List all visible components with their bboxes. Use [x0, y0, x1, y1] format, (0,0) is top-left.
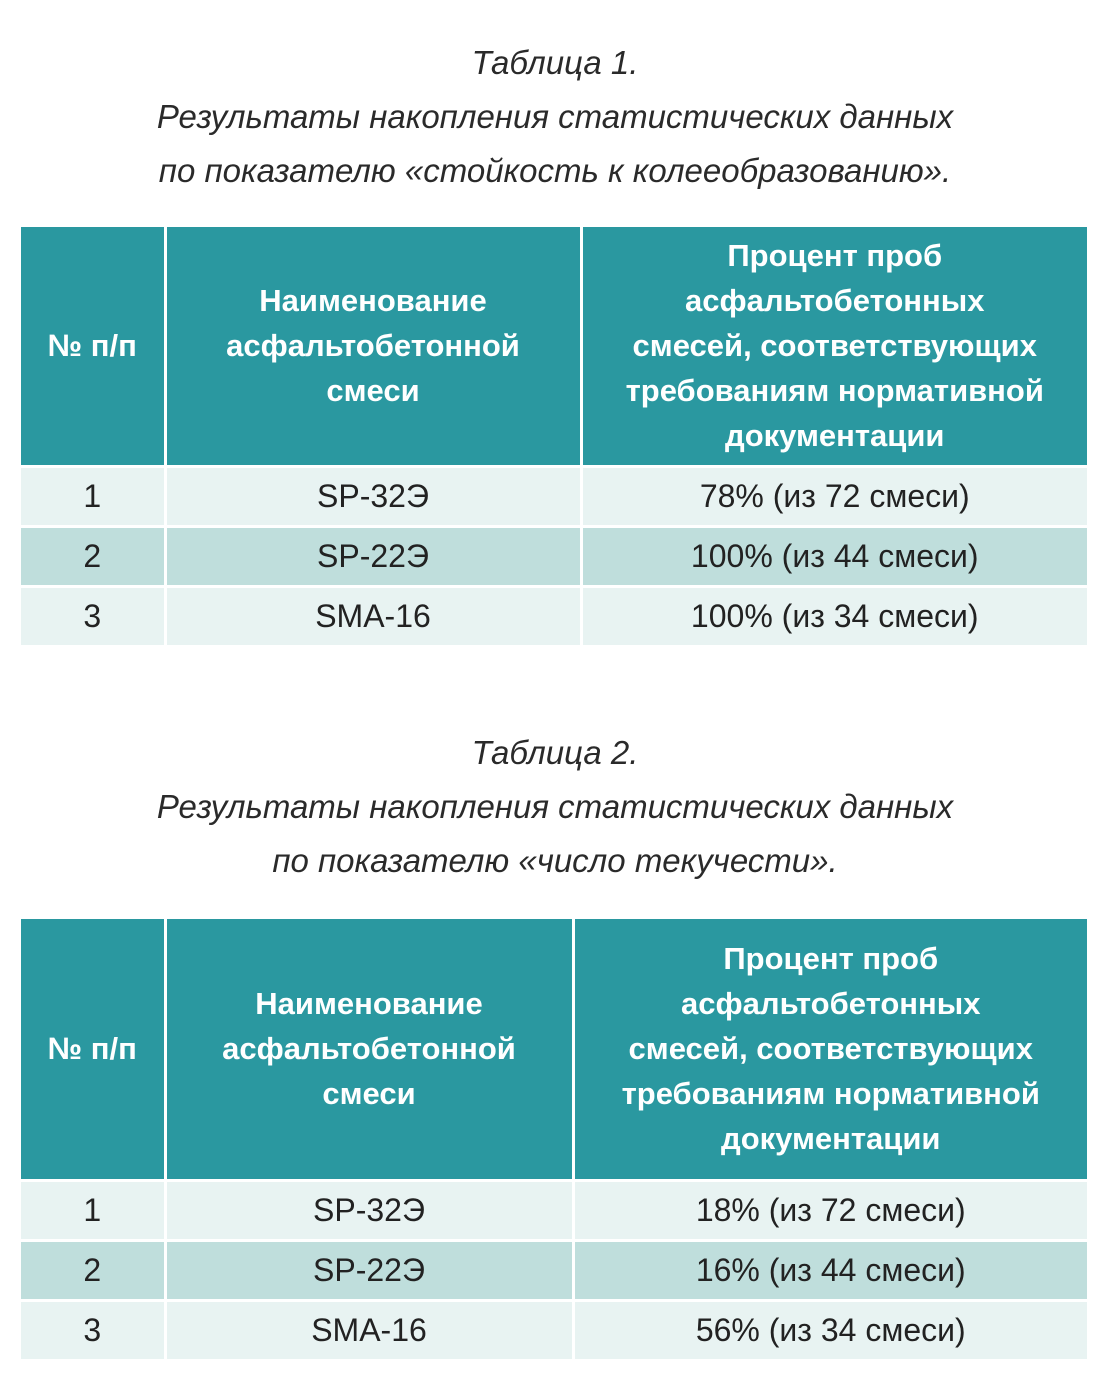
rutting-resistance-table	[21, 227, 1087, 645]
column-header-percent: Процент проб асфальтобетонных смесей, соответствующих требованиям нормативной документации	[573, 919, 1087, 1180]
cell-number: 3	[21, 586, 165, 645]
table-row	[21, 586, 1087, 645]
cell-percent: 56% (из 34 смеси)	[573, 1300, 1087, 1359]
table-row	[21, 1240, 1087, 1300]
cell-percent: 16% (из 44 смеси)	[573, 1240, 1087, 1300]
table-header-row	[21, 919, 1087, 1180]
cell-number: 1	[21, 466, 165, 526]
table-2-caption-title: Таблица 2.	[471, 734, 639, 771]
table-row	[21, 1300, 1087, 1359]
cell-mix-name: SP-22Э	[165, 1240, 573, 1300]
column-header-mix-name: Наименование асфальтобетонной смеси	[165, 227, 581, 466]
column-header-number: № п/п	[21, 227, 165, 466]
column-header-mix-name: Наименование асфальтобетонной смеси	[165, 919, 573, 1180]
cell-mix-name: SP-22Э	[165, 526, 581, 586]
cell-number: 3	[21, 1300, 165, 1359]
cell-number: 1	[21, 1180, 165, 1240]
table-1-caption-line: по показателю «стойкость к колееобразованию».	[158, 152, 952, 189]
table-row	[21, 526, 1087, 586]
cell-percent: 18% (из 72 смеси)	[573, 1180, 1087, 1240]
cell-percent: 100% (из 44 смеси)	[581, 526, 1087, 586]
cell-percent: 78% (из 72 смеси)	[581, 466, 1087, 526]
table-2-caption-line: Результаты накопления статистических данных	[156, 788, 954, 825]
flow-number-table	[21, 919, 1087, 1359]
table-2-caption-line: по показателю «число текучести».	[272, 842, 838, 879]
column-header-percent: Процент проб асфальтобетонных смесей, соответствующих требованиям нормативной документации	[581, 227, 1087, 466]
table-row	[21, 466, 1087, 526]
cell-number: 2	[21, 526, 165, 586]
cell-number: 2	[21, 1240, 165, 1300]
cell-mix-name: SMA-16	[165, 1300, 573, 1359]
cell-mix-name: SP-32Э	[165, 466, 581, 526]
table-header-row	[21, 227, 1087, 466]
cell-mix-name: SMA-16	[165, 586, 581, 645]
column-header-number: № п/п	[21, 919, 165, 1180]
cell-mix-name: SP-32Э	[165, 1180, 573, 1240]
cell-percent: 100% (из 34 смеси)	[581, 586, 1087, 645]
table-2-caption	[0, 726, 1110, 888]
table-1-caption-title: Таблица 1.	[471, 44, 639, 81]
table-1-caption	[0, 36, 1110, 198]
table-1-caption-line: Результаты накопления статистических данных	[156, 98, 954, 135]
table-row	[21, 1180, 1087, 1240]
